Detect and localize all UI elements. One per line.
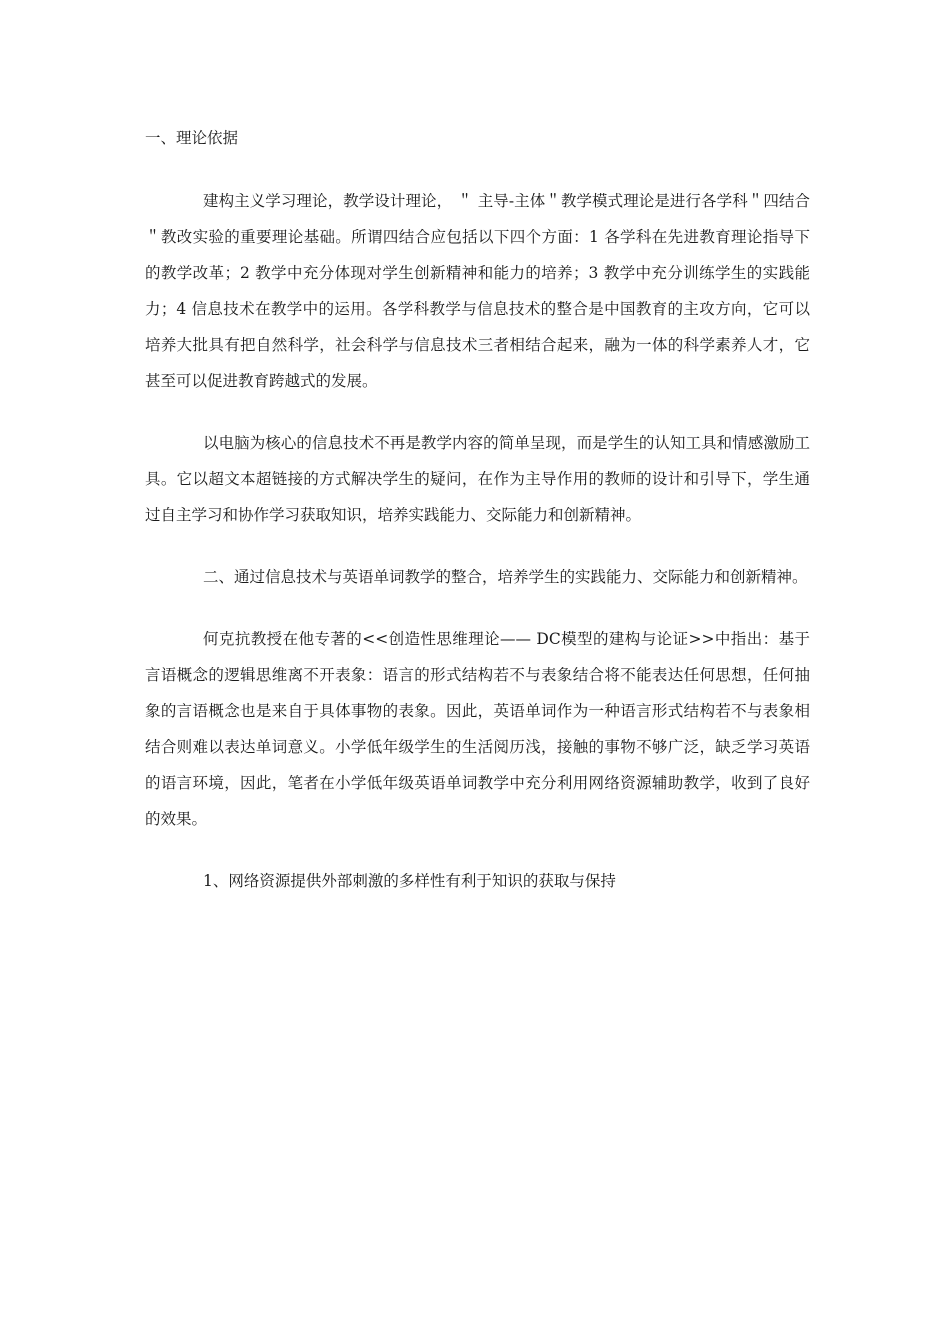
section-heading-theory: 一、理论依据 bbox=[145, 129, 239, 147]
paragraph-dc-model: 何克抗教授在他专著的<<创造性思维理论—— DC模型的建构与论证>>中指出：基于言语概念的逻辑思维离不开表象：语言的形式结构若不与表象结合将不能表达任何思想，任何抽象的言语概念也是来自于具体事物的表象。因此，英语单词作为一种语言形式结构若不与表象相结合则难以表达单词意义。小学低年级学生的生活阅历浅，接触的事物不够广泛，缺乏学习英语的语言环境，因此，笔者在小学低年级英语单词教学中充分利用网络资源辅助教学，收到了良好的效果。 bbox=[145, 630, 810, 828]
paragraph-information-technology: 以电脑为核心的信息技术不再是教学内容的简单呈现，而是学生的认知工具和情感激励工具。它以超文本超链接的方式解决学生的疑问，在作为主导作用的教师的设计和引导下，学生通过自主学习和协作学习获取知识，培养实践能力、交际能力和创新精神。 bbox=[145, 434, 810, 524]
subheading-network-resources: 1、网络资源提供外部刺激的多样性有利于知识的获取与保持 bbox=[203, 872, 616, 890]
paragraph-theory-basis: 建构主义学习理论，教学设计理论， ＂ 主导-主体＂教学模式理论是进行各学科＂四结合＂教改实验的重要理论基础。所谓四结合应包括以下四个方面：1 各学科在先进教育理论指导下的教学改革；2 教学中充分体现对学生创新精神和能力的培养；3 教学中充分训练学生的实践能力；4 信息技术在教学中的运用。各学科教学与信息技术的整合是中国教育的主攻方向，它可以培养大批具有把自然科学，社会科学与信息技术三者相结合起来，融为一体的科学素养人才，它甚至可以促进教育跨越式的发展。 bbox=[145, 192, 810, 390]
document-page bbox=[145, 120, 810, 899]
section-heading-integration: 二、通过信息技术与英语单词教学的整合，培养学生的实践能力、交际能力和创新精神。 bbox=[203, 568, 808, 586]
